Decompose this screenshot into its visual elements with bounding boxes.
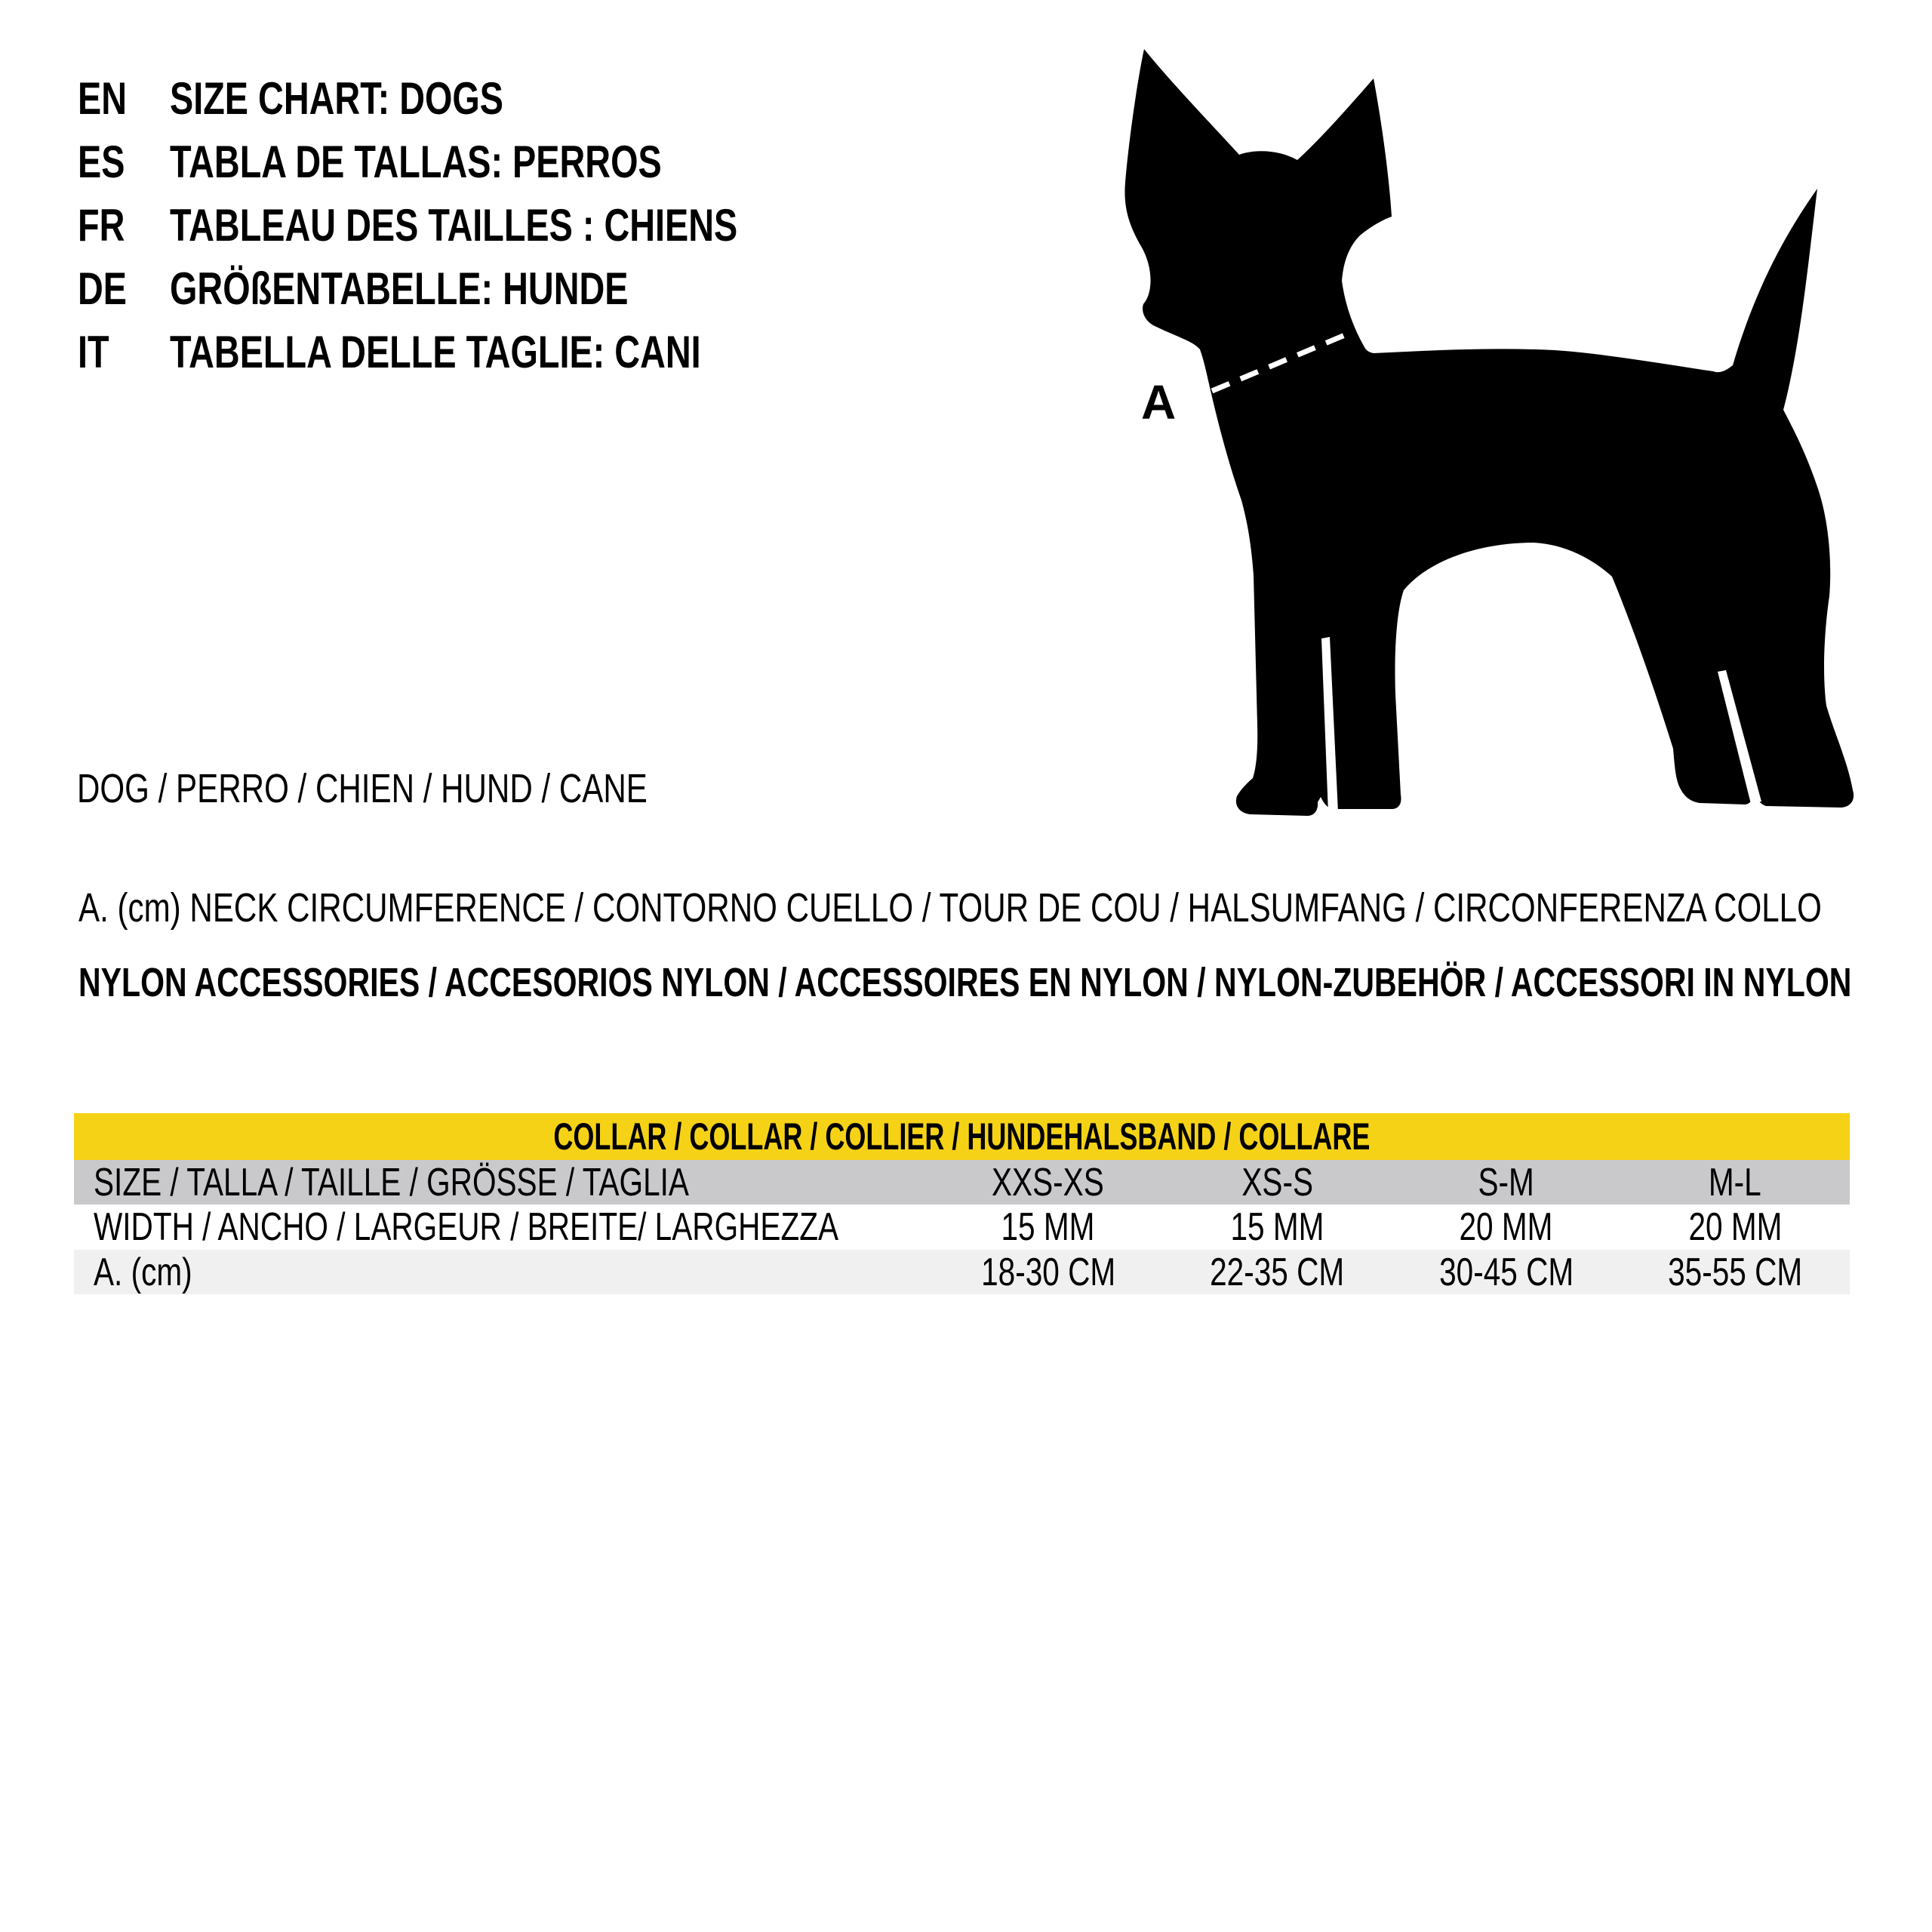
language-row — [78, 193, 897, 257]
row-label: SIZE / TALLA / TAILLE / GRÖSSE / TAGLIA — [94, 1161, 689, 1204]
language-title: TABELLA DELLE TAGLIE: CANI — [170, 326, 701, 377]
language-code: FR — [78, 199, 125, 251]
neck-measure-note: A. (cm) NECK CIRCUMFERENCE / CONTORNO CUELLO / TOUR DE COU / HALSUMFANG / CIRCONFERENZA COLLO — [78, 885, 1822, 931]
table-row-size — [74, 1160, 1850, 1204]
size-value: M-L — [1709, 1161, 1762, 1204]
language-title: SIZE CHART: DOGS — [170, 72, 504, 124]
table-header-row — [74, 1113, 1850, 1160]
table-row-width — [74, 1204, 1850, 1250]
size-value: XS-S — [1241, 1161, 1313, 1204]
row-label-cell — [74, 1250, 934, 1295]
language-title: TABLA DE TALLAS: PERROS — [170, 136, 662, 187]
measure-point-a-label: A — [1141, 375, 1177, 429]
size-cell — [934, 1160, 1163, 1205]
neck-cell — [1163, 1250, 1392, 1295]
dog-silhouette — [1124, 49, 1854, 816]
language-title: GRÖßENTABELLE: HUNDE — [170, 263, 629, 314]
neck-cell — [1392, 1250, 1621, 1295]
width-cell — [934, 1204, 1163, 1250]
neck-cell — [934, 1250, 1163, 1295]
size-value: XXS-XS — [992, 1161, 1105, 1204]
language-row — [78, 66, 897, 130]
language-row — [78, 320, 897, 383]
collar-size-table — [74, 1113, 1850, 1294]
language-title: TABLEAU DES TAILLES : CHIENS — [170, 199, 738, 251]
row-label-cell — [74, 1160, 934, 1205]
neck-value: 18-30 CM — [980, 1251, 1115, 1294]
language-code: DE — [78, 263, 128, 314]
neck-value: 30-45 CM — [1438, 1251, 1574, 1294]
size-cell — [1392, 1160, 1621, 1205]
neck-value: 22-35 CM — [1210, 1251, 1345, 1294]
language-code: EN — [78, 72, 128, 124]
width-value: 15 MM — [1230, 1205, 1324, 1249]
width-value: 20 MM — [1688, 1205, 1783, 1249]
dog-silhouette-figure — [1072, 30, 1902, 860]
language-row — [78, 257, 897, 320]
dog-caption: DOG / PERRO / CHIEN / HUND / CANE — [77, 766, 648, 811]
size-value: S-M — [1478, 1161, 1534, 1204]
width-cell — [1392, 1204, 1621, 1250]
table-title: COLLAR / COLLAR / COLLIER / HUNDEHALSBAND / COLLARE — [553, 1115, 1371, 1158]
width-value: 15 MM — [1001, 1205, 1095, 1249]
language-code: IT — [78, 326, 109, 377]
width-cell — [1621, 1204, 1850, 1250]
size-cell — [1163, 1160, 1392, 1205]
language-row — [78, 130, 897, 193]
neck-cell — [1621, 1250, 1850, 1295]
row-label-cell — [74, 1204, 934, 1250]
language-code: ES — [78, 136, 125, 187]
width-value: 20 MM — [1459, 1205, 1553, 1249]
row-label: WIDTH / ANCHO / LARGEUR / BREITE/ LARGHEZZA — [94, 1205, 839, 1249]
size-cell — [1621, 1160, 1850, 1205]
width-cell — [1163, 1204, 1392, 1250]
material-note: NYLON ACCESSORIES / ACCESORIOS NYLON / ACCESSOIRES EN NYLON / NYLON-ZUBEHÖR / ACCESSORI IN NYLON — [78, 960, 1852, 1005]
row-label: A. (cm) — [94, 1251, 192, 1294]
language-title-list — [78, 66, 897, 383]
table-row-neck — [74, 1250, 1850, 1294]
neck-value: 35-55 CM — [1668, 1251, 1803, 1294]
